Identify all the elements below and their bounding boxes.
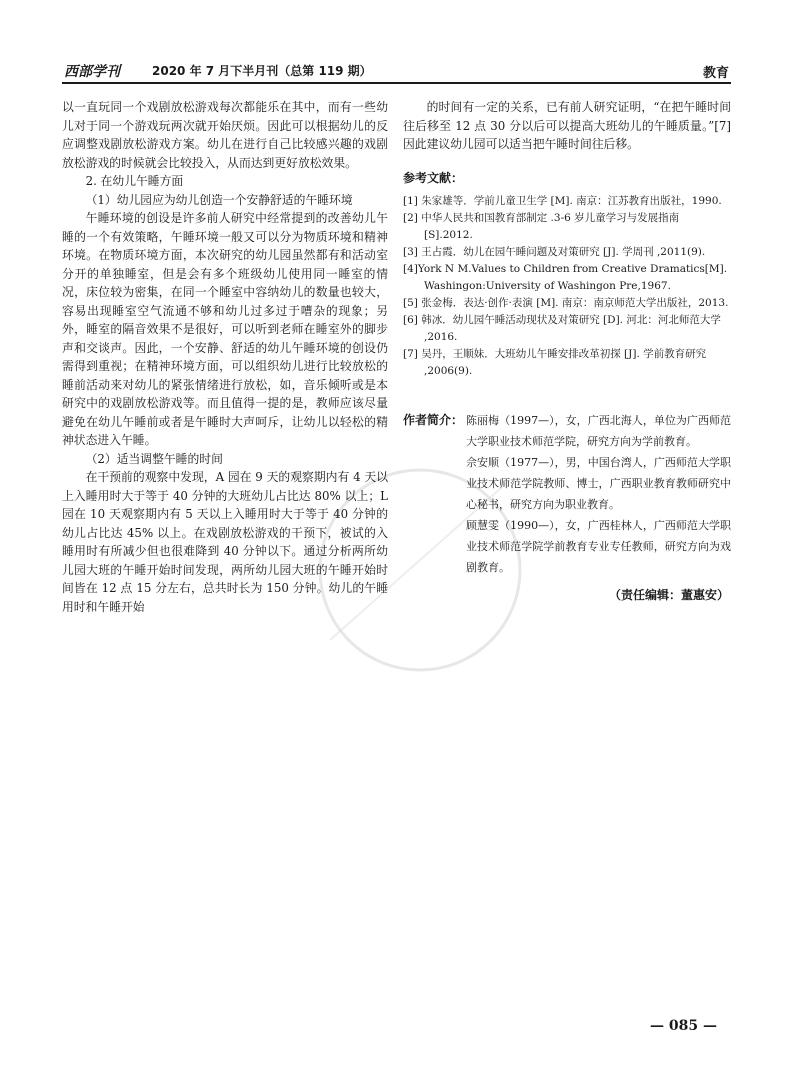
- body-paragraph: 在干预前的观察中发现，A 园在 9 天的观察期内有 4 天以上入睡用时大于等于 40 分钟的大班幼儿占比达 80% 以上；L 园在 10 天观察期内有 5 天以上入睡用时大于等于 40 分钟的幼儿占比达 45% 以上。在戏剧放松游戏的干预下，被试的入睡用时有所减少但也很难降到 40 分钟以下。通过分析两所幼儿园大班的午睡开始时间发现，两所幼儿园大班的午睡开始时间皆在 12 点 15 分左右，总共时长为 150 分钟。幼儿的午睡用时和午睡开始: [62, 470, 388, 614]
- reference-item: [6] 韩冰．幼儿园午睡活动现状及对策研究 [D]. 河北：河北师范大学 ,2016.: [403, 314, 721, 343]
- right-column: [403, 98, 731, 605]
- author-bio: [403, 452, 731, 515]
- references-title: 参考文献：: [403, 170, 464, 185]
- body-paragraph: 午睡环境的创设是许多前人研究中经常提到的改善幼儿午睡的一个有效策略，午睡环境一般又可以分为物质环境和精神环境。在物质环境方面，本次研究的幼儿园虽然都有和活动室分开的单独睡室，但是会有多个班级幼儿使用同一睡室的情况，床位较为密集，在同一个睡室中容纳幼儿的数量也较大，容易出现睡室空气流通不够和幼儿过多过于嘈杂的现象；另外，睡室的隔音效果不是很好，可以听到老师在睡室外的脚步声和交谈声。因此，一个安静、舒适的幼儿午睡环境的创设仍需得到重视；在精神环境方面，可以组织幼儿进行比较放松的睡前活动来对幼儿的紧张情绪进行放松，如，音乐倾听或是本研究中的戏剧放松游戏等。而且值得一提的是，教师应该尽量避免在幼儿午睡前或者是午睡时大声呵斥，让幼儿以轻松的精神状态进入午睡。: [62, 211, 388, 447]
- author-bio-text: 佘安顺（1977—），男，中国台湾人，广西师范大学职业技术师范学院教师、博士，广西职业教育教师研究中心秘书，研究方向为职业教育。: [466, 456, 731, 511]
- journal-logo: 西部学刊: [64, 64, 120, 80]
- reference-item: [1] 朱家雄等．学前儿童卫生学 [M]. 南京：江苏教育出版社，1990.: [403, 195, 722, 207]
- author-bio: [403, 410, 731, 452]
- subsection-heading: （2）适当调整午睡的时间: [85, 451, 223, 466]
- section-heading: 2. 在幼儿午睡方面: [85, 174, 184, 188]
- reference-item: [2] 中华人民共和国教育部制定 .3-6 岁儿童学习与发展指南 [S].2012.: [403, 212, 680, 241]
- body-paragraph: 的时间有一定的关系，已有前人研究证明，“在把午睡时间往后移至 12 点 30 分以后可以提高大班幼儿的午睡质量。”[7] 因此建议幼儿园可以适当把午睡时间往后移。: [403, 100, 731, 151]
- author-bio: [403, 515, 731, 578]
- author-bio-label: 作者简介：: [403, 413, 464, 427]
- reference-item: [7] 吴丹，王顺妹．大班幼儿午睡安排改革初探 [J]. 学前教育研究 ,2006(9).: [403, 348, 707, 377]
- reference-list: [403, 193, 731, 380]
- issue-info: 2020 年 7 月下半月刊（总第 119 期）: [152, 64, 372, 78]
- body-paragraph: 以一直玩同一个戏剧放松游戏每次都能乐在其中，而有一些幼儿对于同一个游戏玩两次就开始厌烦。因此可以根据幼儿的反应调整戏剧放松游戏方案。幼儿在进行自己比较感兴趣的戏剧放松游戏的时候就会比较投入，从而达到更好放松效果。: [62, 100, 388, 170]
- author-bio-text: 陈丽梅（1997—），女，广西北海人，单位为广西师范大学职业技术师范学院，研究方向为学前教育。: [466, 414, 731, 448]
- author-bio-text: 顾慧雯（1990—），女，广西桂林人，广西师范大学职业技术师范学院学前教育专业专任教师，研究方向为戏剧教育。: [466, 519, 731, 574]
- left-column: [62, 98, 388, 616]
- author-bios: [403, 410, 731, 578]
- reference-item: [4]York N M.Values to Children from Creative Dramatics[M]. Washingon:University of Washingon Pre,1967.: [403, 263, 728, 292]
- reference-item: [5] 张金梅．表达·创作·表演 [M]. 南京：南京师范大学出版社，2013.: [403, 297, 729, 309]
- section-name: 教育: [702, 66, 729, 81]
- reference-item: [3] 王占霞．幼儿在园午睡问题及对策研究 [J]. 学周刊 ,2011(9).: [403, 246, 706, 258]
- subsection-heading: （1）幼儿园应为幼儿创造一个安静舒适的午睡环境: [85, 192, 353, 207]
- page-header: [62, 60, 731, 84]
- page-number: — 085 —: [650, 1018, 717, 1034]
- responsible-editor: （责任编辑：董惠安）: [608, 588, 729, 602]
